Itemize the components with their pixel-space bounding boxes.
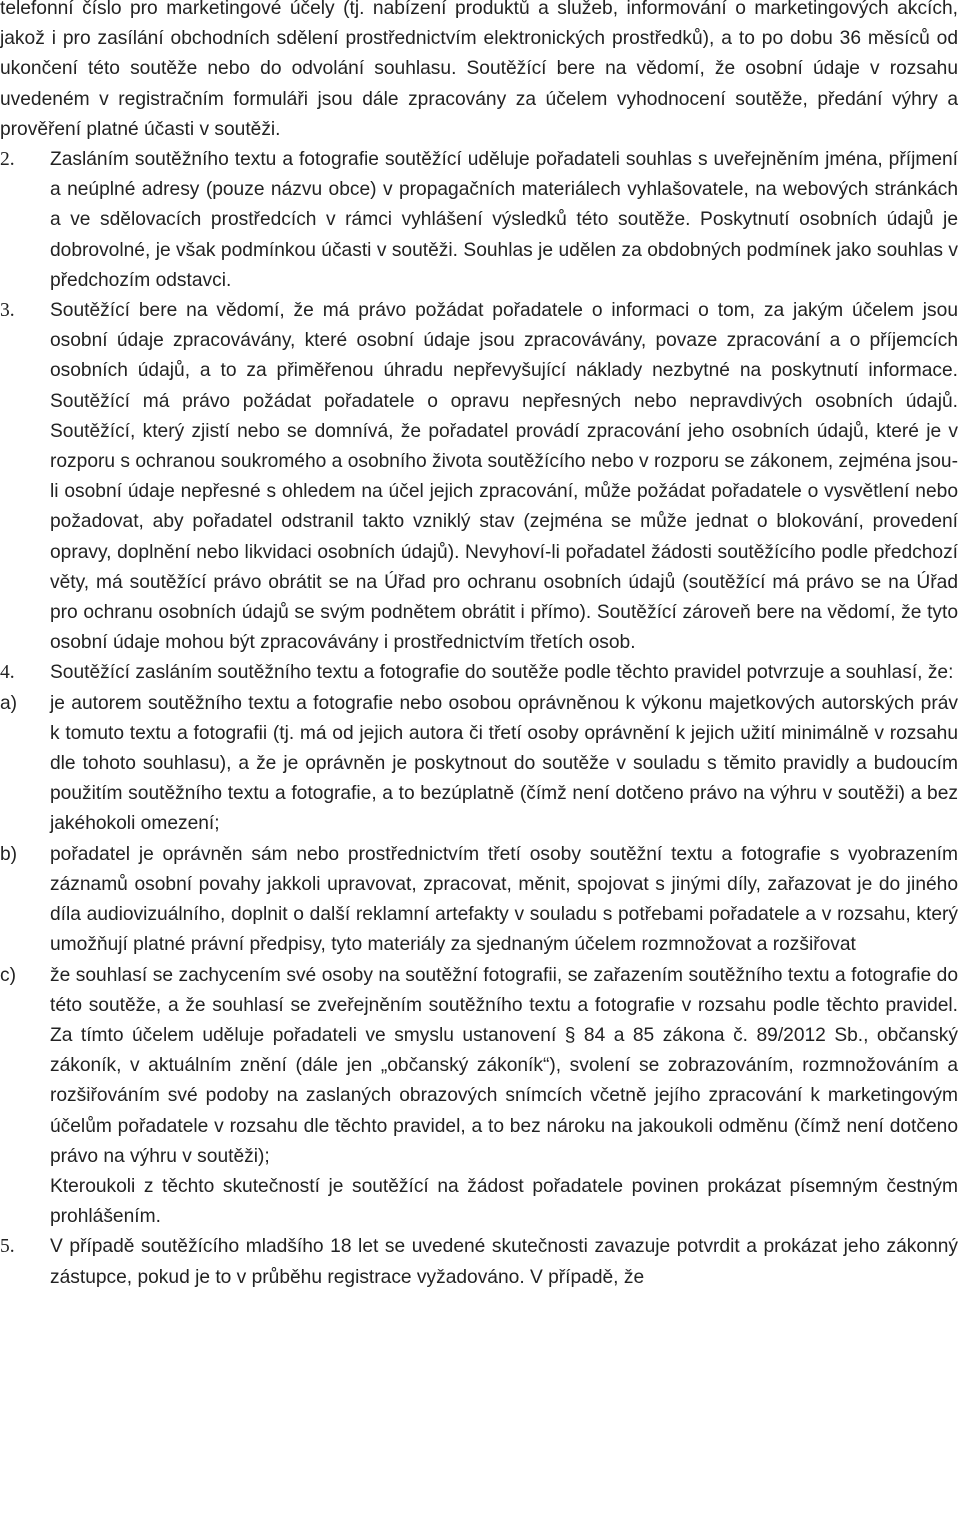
item-text: Soutěžící bere na vědomí, že má právo požádat pořadatele o informaci o tom, za jakým účelem jsou osobní údaje zpracovávány, které osobní údaje jsou zpracovávány, povaze zpracování a o příjemcích osobních údajů, a to za přiměřenou úhradu nepřevyšující náklady nezbytné na poskytnutí informace. Soutěžící má právo požádat pořadatele o opravu nepřesných nebo nepravdivých osobních údajů. Soutěžící, který zjistí nebo se domnívá, že pořadatel provádí zpracování jeho osobních údajů, které je v rozporu s ochranou soukromého a osobního života soutěžícího nebo v rozporu se zákonem, zejména jsou-li osobní údaje nepřesné s ohledem na účel jejich zpracování, může požádat pořadatele o vysvětlení nebo požadovat, aby pořadatel odstranil takto vzniklý stav (zejména se může jednat o blokování, provedení opravy, doplnění nebo likvidaci osobních údajů). Nevyhoví-li pořadatel žádosti soutěžícího podle předchozí věty, má soutěžící právo obrátit se na Úřad pro ochranu osobních údajů (soutěžící má právo se na Úřad pro ochranu osobních údajů se svým podnětem obrátit i přímo). Soutěžící zároveň bere na vědomí, že tyto osobní údaje mohou být zpracovávány i prostřednictvím třetích osob.: [50, 300, 958, 654]
lettered-item-c: [0, 961, 958, 1172]
declaration-paragraph: [0, 1172, 958, 1232]
item-text: Zasláním soutěžního textu a fotografie soutěžící uděluje pořadateli souhlas s uveřejněním jména, příjmení a neúplné adresy (pouze názvu obce) v propagačních materiálech vyhlašovatele, na webových stránkách a ve sdělovacích prostředcích v rámci vyhlášení výsledků této soutěže. Poskytnutí osobních údajů je dobrovolné, je však podmínkou účasti v soutěži. Souhlas je udělen za obdobných podmínek jako souhlas v předchozím odstavci.: [50, 149, 958, 291]
continuation-paragraph: [0, 0, 958, 145]
item-text: pořadatel je oprávněn sám nebo prostřednictvím třetí osoby soutěžní textu a fotografie s vyobrazením záznamů osobní povahy jakkoli upravovat, zpracovat, měnit, spojovat s jinými díly, zařazovat je do jiného díla audiovizuálního, doplnit o další reklamní artefakty v souladu s potřebami pořadatele a v rozsahu, který umožňují platné právní předpisy, tyto materiály za sjednaným účelem rozmnožovat a rozšiřovat: [50, 843, 958, 956]
item-text: že souhlasí se zachycením své osoby na soutěžní fotografii, se zařazením soutěžního textu a fotografie do této soutěže, a že souhlasí se zveřejněním soutěžního textu a fotografie v rozsahu podle těchto pravidel. Za tímto účelem uděluje pořadateli ve smyslu ustanovení § 84 a 85 zákona č. 89/2012 Sb., občanský zákoník, v aktuálním znění (dále jen „občanský zákoník“), svolení se zobrazováním, rozmnožováním a rozšiřováním své podoby na zaslaných obrazových snímcích včetně jejího zpracování k marketingovým účelům pořadatele v rozsahu dle těchto pravidel, a to bez nároku na jakoukoli odměnu (čímž není dotčeno právo na výhru v soutěži);: [50, 964, 958, 1167]
numbered-item-3: [0, 296, 958, 658]
item-number: 4.: [0, 662, 15, 684]
item-number: 3.: [0, 300, 15, 322]
item-number: 5.: [0, 1236, 15, 1258]
item-text: V případě soutěžícího mladšího 18 let se uvedené skutečnosti zavazuje potvrdit a prokázat jeho zákonný zástupce, pokud je to v průběhu registrace vyžadováno. V případě, že: [50, 1236, 958, 1288]
numbered-item-4: [0, 658, 958, 688]
lettered-item-a: [0, 689, 958, 840]
continuation-text: telefonní číslo pro marketingové účely (tj. nabízení produktů a služeb, informování o marketingových akcích, jakož i pro zasílání obchodních sdělení prostřednictvím elektronických prostředků), a to po dobu 36 měsíců od ukončení této soutěže nebo do odvolání souhlasu. Soutěžící bere na vědomí, že osobní údaje v rozsahu uvedeném v registračním formuláři jsou dále zpracovány za účelem vyhodnocení soutěže, předání výhry a prověření platné účasti v soutěži.: [0, 0, 958, 140]
item-text: je autorem soutěžního textu a fotografie nebo osobou oprávněnou k výkonu majetkových autorských práv k tomuto textu a fotografii (tj. má od jejich autora či třetí osoby oprávnění k jejich užití minimálně v rozsahu dle tohoto souhlasu), a že je oprávněn je poskytnout do soutěže v souladu s těmito pravidly a budoucím použitím soutěžního textu a fotografie, a to bezúplatně (čímž není dotčeno právo na výhru v soutěži) a bez jakéhokoli omezení;: [50, 692, 958, 835]
item-number: 2.: [0, 149, 15, 171]
item-letter: c): [0, 964, 22, 986]
numbered-item-5: [0, 1232, 958, 1292]
lettered-item-b: [0, 840, 958, 961]
declaration-text: Kteroukoli z těchto skutečností je soutěžící na žádost pořadatele povinen prokázat písemným čestným prohlášením.: [50, 1175, 958, 1228]
item-letter: a): [0, 692, 23, 714]
item-letter: b): [0, 843, 23, 865]
item-text: Soutěžící zasláním soutěžního textu a fotografie do soutěže podle těchto pravidel potvrzuje a souhlasí, že:: [50, 662, 954, 684]
numbered-item-2: [0, 145, 958, 296]
